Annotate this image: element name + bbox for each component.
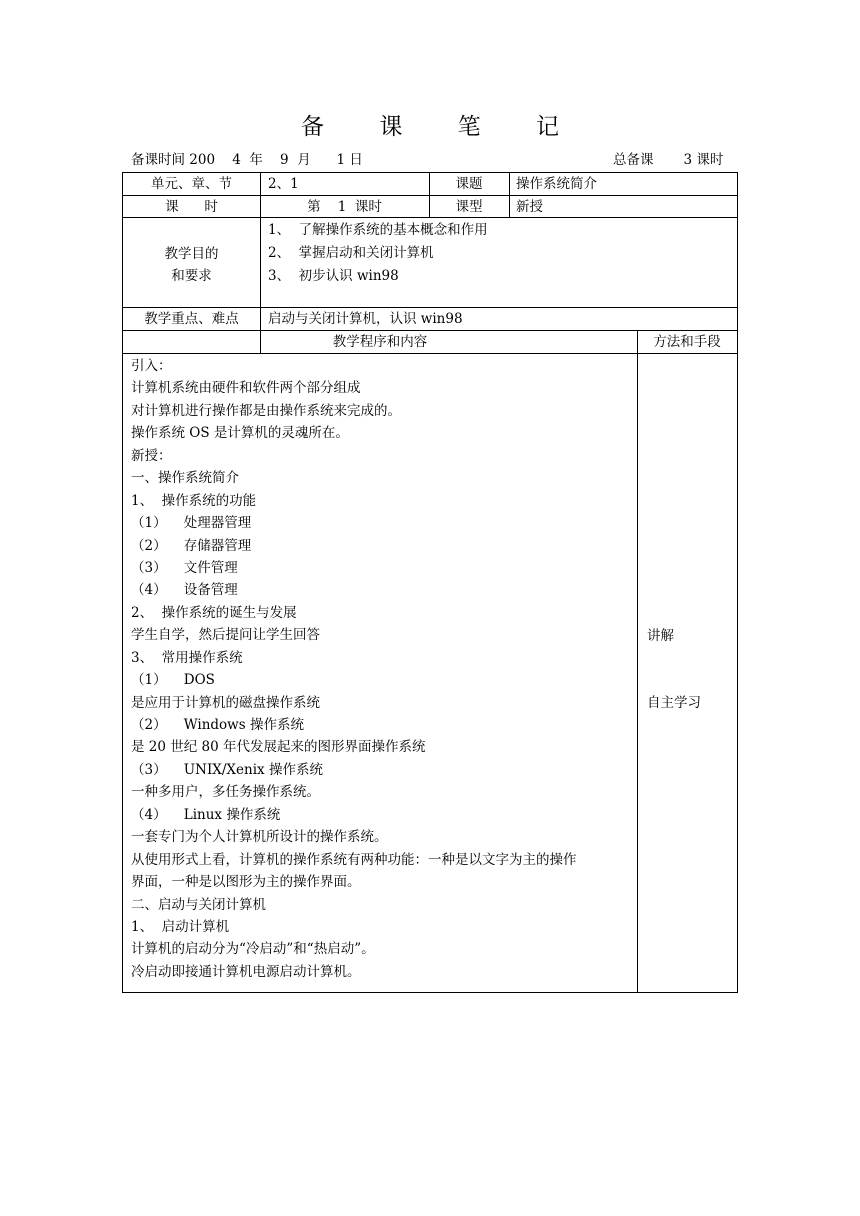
procedure-header: 教学程序和内容 xyxy=(332,334,428,350)
content-line: （1） DOS xyxy=(131,672,215,689)
column-divider xyxy=(637,330,638,992)
row-divider xyxy=(123,353,737,354)
key-points-label: 教学重点、难点 xyxy=(144,311,239,327)
content-line: 一种多用户，多任务操作系统。 xyxy=(131,784,320,801)
content-line: 二、启动与关闭计算机 xyxy=(131,896,266,913)
document-title: 备 课 笔 记 xyxy=(301,114,583,140)
content-line: 引入： xyxy=(131,358,172,374)
content-line: （3） UNIX/Xenix 操作系统 xyxy=(131,761,323,778)
content-line: （4） Linux 操作系统 xyxy=(131,806,281,823)
goals-label xyxy=(123,243,260,287)
content-line: （2） 存储器管理 xyxy=(131,537,252,554)
content-line: 新授： xyxy=(131,447,172,464)
content-line: 是 20 世纪 80 年代发展起来的图形界面操作系统 xyxy=(131,739,426,756)
hours-label: 课 时 xyxy=(165,199,218,215)
type-value: 新授 xyxy=(516,199,543,215)
topic-value: 操作系统简介 xyxy=(516,176,597,192)
goal-item: 3、 初步认识 win98 xyxy=(268,268,399,284)
total-lessons: 总备课 3 课时 xyxy=(613,152,724,168)
content-line: 学生自学，然后提问让学生回答 xyxy=(131,627,320,644)
method-header: 方法和手段 xyxy=(653,334,721,350)
content-line: 从使用形式上看，计算机的操作系统有两种功能：一种是以文字为主的操作 xyxy=(131,851,577,868)
type-label: 课型 xyxy=(455,199,483,215)
content-line: 3、 常用操作系统 xyxy=(131,649,243,666)
content-line: （2） Windows 操作系统 xyxy=(131,717,304,733)
unit-value: 2、1 xyxy=(268,176,299,192)
prep-time: 备课时间 200 4 年 9 月 1 日 xyxy=(131,152,363,168)
content-line: 计算机系统由硬件和软件两个部分组成 xyxy=(131,380,361,397)
lesson-plan-table xyxy=(122,172,738,993)
content-line: 界面，一种是以图形为主的操作界面。 xyxy=(131,874,361,891)
content-line: （3） 文件管理 xyxy=(131,559,238,576)
content-line: 1、 操作系统的功能 xyxy=(131,492,257,509)
content-line: 对计算机进行操作都是由操作系统来完成的。 xyxy=(131,402,401,419)
goal-list xyxy=(268,219,488,288)
content-line: 计算机的启动分为“冷启动”和“热启动”。 xyxy=(131,941,375,958)
hours-value: 第 1 课时 xyxy=(307,199,382,215)
goals-label-line1: 教学目的 xyxy=(164,246,219,262)
content-line: 一套专门为个人计算机所设计的操作系统。 xyxy=(131,829,388,846)
content-line: （4） 设备管理 xyxy=(131,582,238,599)
goal-item: 1、 了解操作系统的基本概念和作用 xyxy=(268,222,488,238)
content-line: 2、 操作系统的诞生与发展 xyxy=(131,604,297,621)
content-line: （1） 处理器管理 xyxy=(131,515,252,532)
procedure-content xyxy=(131,355,631,983)
content-line: 是应用于计算机的磁盘操作系统 xyxy=(131,694,320,711)
column-divider xyxy=(509,173,510,217)
goals-label-line2: 和要求 xyxy=(171,268,212,284)
method-note: 自主学习 xyxy=(647,695,701,711)
key-points-value: 启动与关闭计算机，认识 win98 xyxy=(268,311,463,327)
goal-item: 2、 掌握启动和关闭计算机 xyxy=(268,245,434,261)
content-line: 一、操作系统简介 xyxy=(131,470,239,487)
method-note: 讲解 xyxy=(647,628,674,644)
content-line: 冷启动即接通计算机电源启动计算机。 xyxy=(131,963,361,980)
unit-label: 单元、章、节 xyxy=(151,176,232,192)
content-line: 1、 启动计算机 xyxy=(131,918,230,935)
content-line: 操作系统 OS 是计算机的灵魂所在。 xyxy=(131,425,349,442)
topic-label: 课题 xyxy=(455,176,483,192)
